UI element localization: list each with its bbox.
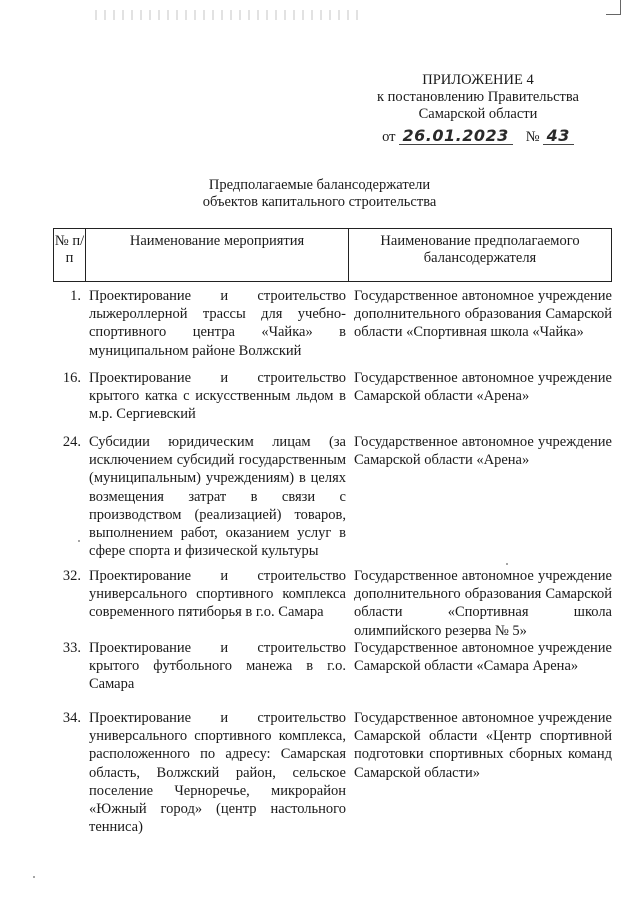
row-activity: Проектирование и строительство лыжероллерной трассы для учебно-спортивного центра «Чайка» в муниципальном районе Волжский: [89, 288, 346, 359]
row-number: 16.: [62, 370, 81, 386]
row-number: 1.: [70, 288, 81, 304]
header-num: № п/п: [54, 229, 86, 281]
order-date: 26.01.2023: [399, 127, 513, 145]
document-title: [0, 177, 639, 211]
appendix-header: [377, 72, 579, 146]
row-number: 32.: [62, 568, 81, 584]
number-prefix: №: [525, 129, 540, 145]
scan-artifact: [95, 10, 365, 20]
row-number: 33.: [62, 640, 81, 656]
row-number: 34.: [62, 710, 81, 726]
resolution-label: к постановлению Правительства: [377, 89, 579, 105]
appendix-label: ПРИЛОЖЕНИЕ 4: [422, 72, 534, 88]
table-row: [53, 567, 612, 640]
scan-speck: [506, 563, 508, 565]
row-activity: Проектирование и строительство универсального спортивного комплекса современного пятиборья в г.о. Самара: [89, 568, 346, 621]
title-line-2: объектов капитального строительства: [202, 194, 437, 210]
region-label: Самарской области: [418, 106, 538, 122]
table-row: [53, 639, 612, 694]
row-number: 24.: [62, 434, 81, 450]
table-header: [53, 228, 612, 282]
title-line-1: Предполагаемые балансодержатели: [208, 177, 431, 193]
row-holder: Государственное автономное учреждение Самарской области «Арена»: [354, 434, 612, 469]
row-holder: Государственное автономное учреждение Самарской области «Арена»: [354, 370, 612, 405]
order-line: [377, 127, 579, 146]
table-row: [53, 369, 612, 424]
date-prefix: от: [382, 129, 396, 145]
row-activity: Субсидии юридическим лицам (за исключением субсидий государственным (муниципальным) учреждениям) в целях возмещения затрат в связи с производством (реализацией) товаров, выполнением работ, оказанием услуг в сфере спорта и физической культуры: [89, 434, 346, 560]
row-activity: Проектирование и строительство универсального спортивного комплекса, расположенного по адресу: Самарская область, Волжский район, сельское поселение Черноречье, микрорайон «Южный город» (центр настольного тенниса): [89, 710, 346, 836]
row-activity: Проектирование и строительство крытого футбольного манежа в г.о. Самара: [89, 640, 346, 693]
header-name: Наименование мероприятия: [86, 229, 349, 281]
row-activity: Проектирование и строительство крытого катка с искусственным льдом в м.р. Сергиевский: [89, 370, 346, 423]
row-holder: Государственное автономное учреждение дополнительного образования Самарской области «Спортивная школа олимпийского резерва № 5»: [354, 568, 612, 639]
row-holder: Государственное автономное учреждение Самарской области «Самара Арена»: [354, 640, 612, 675]
row-holder: Государственное автономное учреждение Самарской области «Центр спортивной подготовки спортивных сборных команд Самарской области»: [354, 710, 612, 781]
table-row: [53, 287, 612, 360]
scan-speck: [78, 540, 80, 542]
scan-artifact-corner: [606, 0, 621, 15]
table-row: [53, 709, 612, 836]
table-row: [53, 433, 612, 560]
scan-speck: [33, 876, 35, 878]
row-holder: Государственное автономное учреждение дополнительного образования Самарской области «Спортивная школа «Чайка»: [354, 288, 612, 341]
order-number: 43: [543, 127, 574, 145]
header-holder: Наименование предполагаемого балансодержателя: [380, 233, 580, 266]
